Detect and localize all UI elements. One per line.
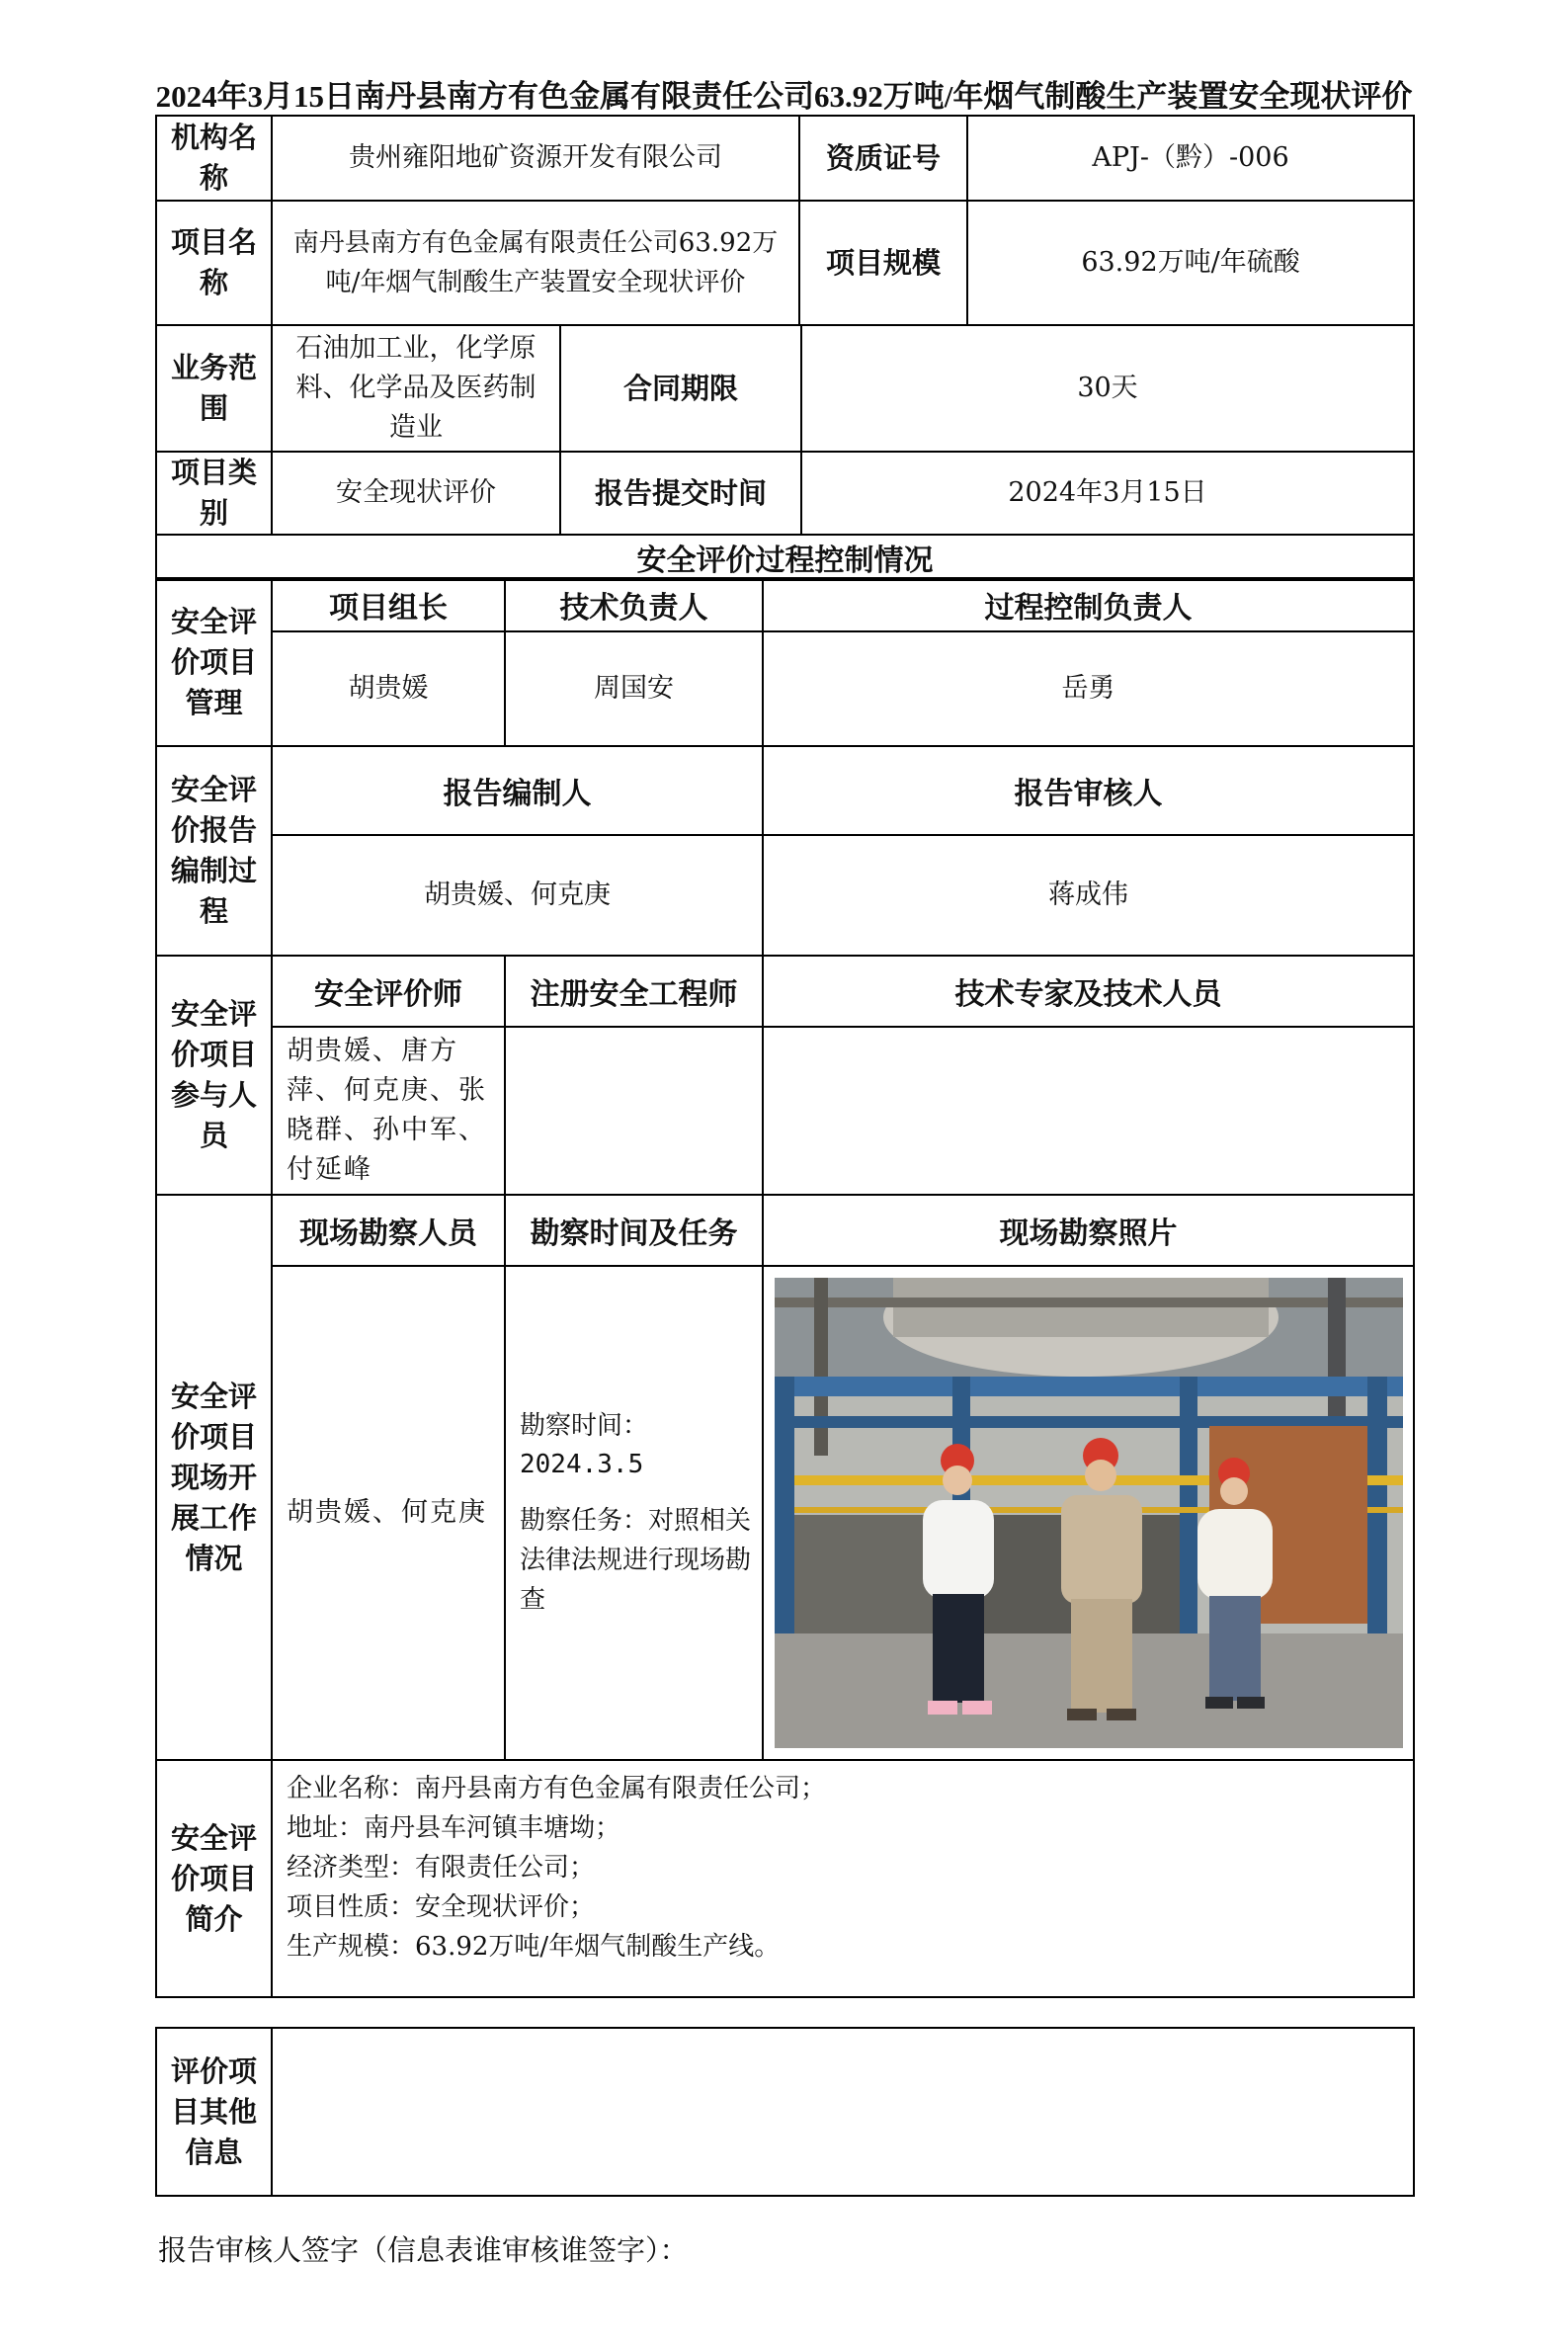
management-col-control: 过程控制负责人 (763, 578, 1414, 631)
submit-label: 报告提交时间 (560, 452, 801, 535)
management-leader-value: 胡贵媛 (272, 631, 505, 746)
contract-label: 合同期限 (560, 325, 801, 452)
project-value: 南丹县南方有色金属有限责任公司63.92万吨/年烟气制酸生产装置安全现状评价 (272, 201, 799, 325)
org-label: 机构名称 (156, 116, 272, 201)
compile-reviewer-value: 蒋成伟 (763, 835, 1414, 956)
site-time-value: 2024.3.5 (520, 1450, 644, 1479)
process-section-title: 安全评价过程控制情况 (156, 535, 1414, 580)
document-title: 2024年3月15日南丹县南方有色金属有限责任公司63.92万吨/年烟气制酸生产装置安全现状评价 (155, 79, 1413, 114)
participants-label: 安全评价项目参与人员 (156, 956, 272, 1195)
site-col-time-task: 勘察时间及任务 (505, 1195, 763, 1266)
participants-experts-value (763, 1027, 1414, 1195)
site-col-people: 现场勘察人员 (272, 1195, 505, 1266)
org-value: 贵州雍阳地矿资源开发有限公司 (272, 116, 799, 201)
category-label: 项目类别 (156, 452, 272, 535)
site-time-label: 勘察时间： (520, 1411, 649, 1441)
signature-line: 报告审核人签字（信息表谁审核谁签字）： (158, 2233, 689, 2267)
intro-line: 生产规模：63.92万吨/年烟气制酸生产线。 (287, 1932, 781, 1962)
management-col-leader: 项目组长 (272, 578, 505, 631)
participants-col-engineer: 注册安全工程师 (505, 956, 763, 1027)
management-label: 安全评价项目管理 (156, 578, 272, 746)
info-table (155, 115, 1415, 326)
management-tech-value: 周国安 (505, 631, 763, 746)
management-control-value: 岳勇 (763, 631, 1414, 746)
site-label: 安全评价项目现场开展工作情况 (156, 1195, 272, 1760)
business-value: 石油加工业，化学原料、化学品及医药制造业 (272, 325, 560, 452)
participants-engineer-value (505, 1027, 763, 1195)
contract-value: 30天 (801, 325, 1414, 452)
compile-col-author: 报告编制人 (272, 746, 763, 835)
business-label: 业务范围 (156, 325, 272, 452)
intro-line: 经济类型：有限责任公司； (287, 1853, 596, 1883)
cert-label: 资质证号 (799, 116, 967, 201)
other-info-table (155, 2027, 1415, 2197)
site-people-value: 胡贵媛、何克庚 (272, 1266, 505, 1760)
project-label: 项目名称 (156, 201, 272, 325)
site-task-value: 勘察任务：对照相关法律法规进行现场勘查 (520, 1506, 752, 1615)
compile-label: 安全评价报告编制过程 (156, 746, 272, 956)
intro-label: 安全评价项目简介 (156, 1760, 272, 1997)
compile-author-value: 胡贵媛、何克庚 (272, 835, 763, 956)
scale-label: 项目规模 (799, 201, 967, 325)
compile-col-reviewer: 报告审核人 (763, 746, 1414, 835)
site-survey-photo (775, 1278, 1403, 1748)
intro-line: 项目性质：安全现状评价； (287, 1892, 596, 1922)
other-info-label: 评价项目其他信息 (156, 2028, 272, 2196)
management-col-tech: 技术负责人 (505, 578, 763, 631)
submit-value: 2024年3月15日 (801, 452, 1414, 535)
participants-col-experts: 技术专家及技术人员 (763, 956, 1414, 1027)
scale-value: 63.92万吨/年硫酸 (967, 201, 1414, 325)
cert-value: APJ-（黔）-006 (967, 116, 1414, 201)
site-col-photo: 现场勘察照片 (763, 1195, 1414, 1266)
process-table (155, 577, 1415, 1998)
category-value: 安全现状评价 (272, 452, 560, 535)
participants-col-evaluator: 安全评价师 (272, 956, 505, 1027)
other-info-value (272, 2028, 1414, 2196)
participants-evaluator-value: 胡贵媛、唐方萍、何克庚、张晓群、孙中军、付延峰 (272, 1027, 505, 1195)
info-table-2 (155, 324, 1415, 581)
intro-line: 企业名称：南丹县南方有色金属有限责任公司； (287, 1774, 827, 1803)
intro-line: 地址：南丹县车河镇丰塘坳； (287, 1813, 621, 1843)
